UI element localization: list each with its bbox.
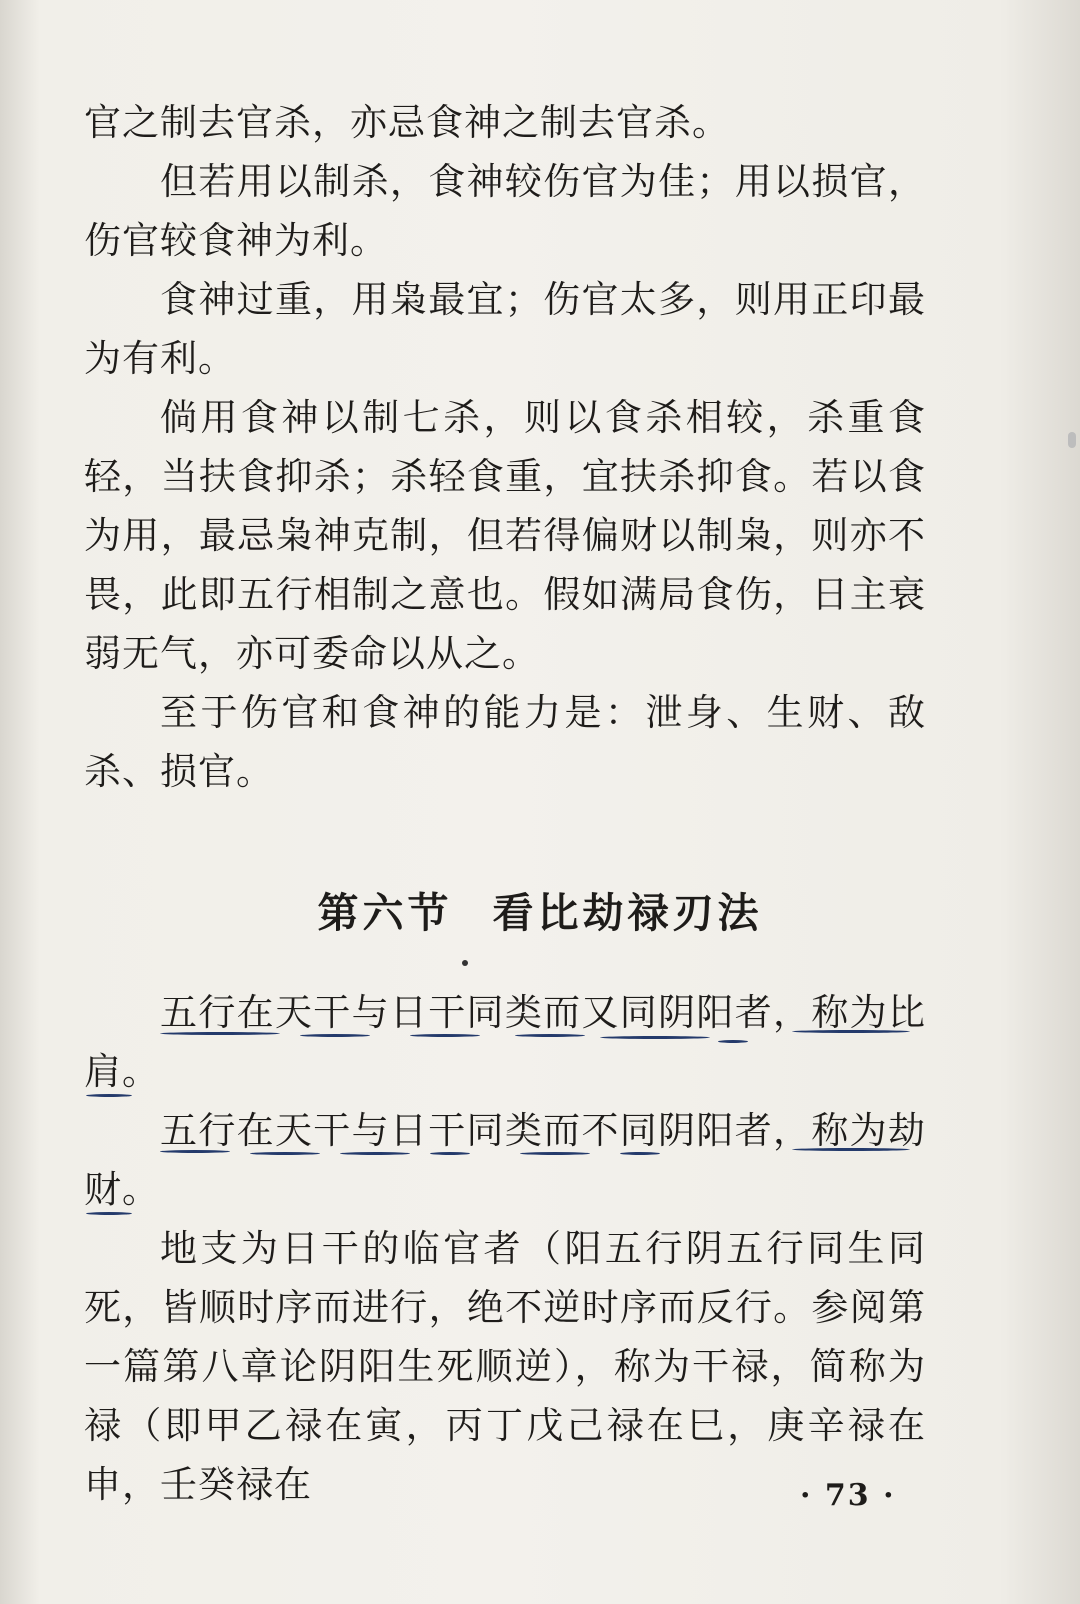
- page-number: · 73 ·: [800, 1478, 896, 1513]
- paragraph-3: 食神过重，用枭最宜；伤官太多，则用正印最为有利。: [84, 278, 926, 380]
- ink-dot: [462, 960, 468, 966]
- pen-underline: [620, 1152, 660, 1155]
- pen-underline: [86, 1094, 132, 1097]
- pen-underline: [718, 1040, 748, 1043]
- pen-underline: [86, 1212, 132, 1215]
- section-heading: [0, 880, 1080, 939]
- pen-underline: [515, 1034, 585, 1037]
- pen-underline: [410, 1034, 480, 1037]
- scrollbar-thumb[interactable]: [1068, 432, 1076, 448]
- paragraph-2: 但若用以制杀，食神较伤官为佳；用以损官，伤官较食神为利。: [84, 160, 926, 262]
- pen-underline: [520, 1152, 590, 1155]
- pen-underline: [600, 1036, 710, 1039]
- paragraph-5: 至于伤官和食神的能力是：泄身、生财、敌杀、损官。: [84, 691, 926, 793]
- pen-underline: [250, 1152, 320, 1155]
- pen-underline: [300, 1034, 370, 1037]
- pen-underline: [792, 1148, 910, 1151]
- pen-underline: [160, 1032, 280, 1035]
- paragraph-4: 倘用食神以制七杀，则以食杀相较，杀重食轻，当扶食抑杀；杀轻食重，宜扶杀抑食。若以食为用，最忌枭神克制，但若得偏财以制枭，则亦不畏，此即五行相制之意也。假如满局食伤，日主衰弱无气，亦可委命以从之。: [84, 396, 926, 675]
- pen-underline: [160, 1150, 230, 1153]
- pen-underline: [340, 1152, 410, 1155]
- section-number: 第六节: [317, 889, 453, 937]
- pen-underline: [430, 1152, 470, 1155]
- paragraph-7: 五行在天干与日干同类而不同阴阳者，称为劫财。: [84, 1109, 926, 1211]
- section-title: 看比劫禄刃法: [492, 889, 763, 937]
- paragraph-6: 五行在天干与日干同类而又同阴阳者，称为比肩。: [84, 991, 926, 1093]
- pen-underline: [792, 1030, 910, 1033]
- paragraph-1: 官之制去官杀，亦忌食神之制去官杀。: [84, 101, 730, 144]
- paragraph-8: 地支为日干的临官者（阳五行阴五行同生同死，皆顺时序而进行，绝不逆时序而反行。参阅第一篇第八章论阴阳生死顺逆），称为干禄，简称为禄（即甲乙禄在寅，丙丁戊己禄在巳，庚辛禄在申，壬癸禄在: [84, 1227, 926, 1506]
